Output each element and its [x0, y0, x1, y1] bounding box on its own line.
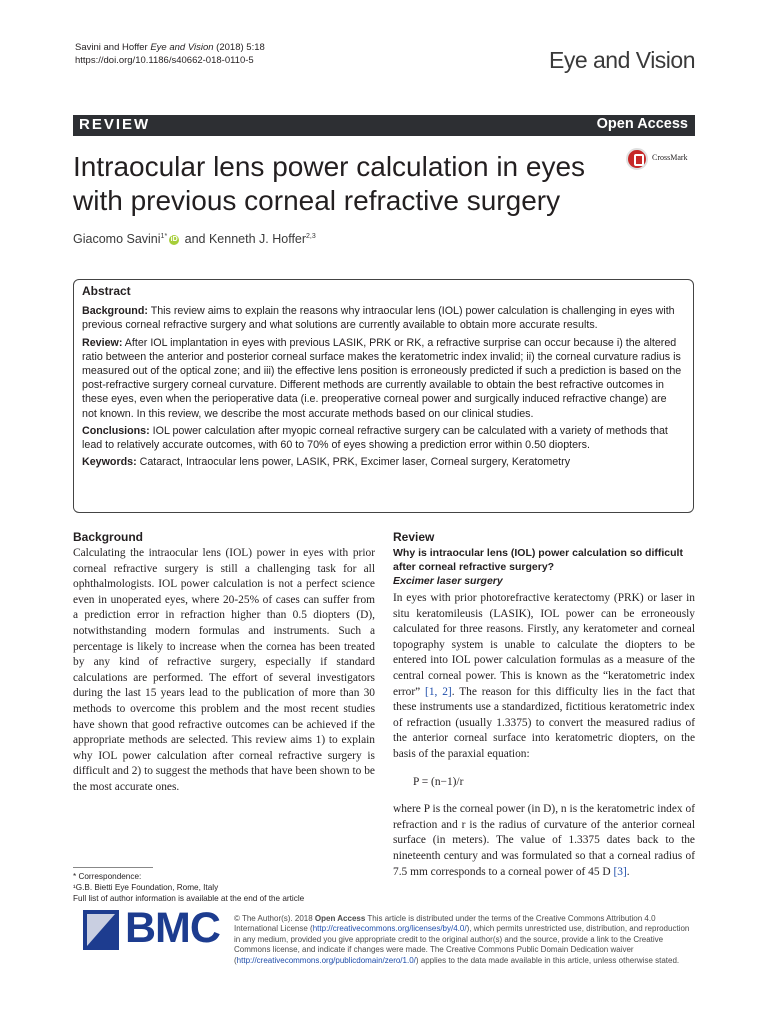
- footnote: [73, 871, 304, 904]
- public-domain-url-link[interactable]: http://creativecommons.org/publicdomain/zero/1.0/: [236, 955, 416, 965]
- section-heading: Background: [73, 530, 144, 544]
- correspondence-label: * Correspondence:: [73, 872, 142, 881]
- abstract-label: Conclusions:: [82, 424, 150, 437]
- body-text: . The reason for this difficulty lies in the fact that these instruments use a standardized, fictitious keratometric index of refraction (usually 1.3375) to convert the measured radius of the anterior corneal surface into keratometric diopters, on the basis of the paraxial equation:: [393, 685, 695, 760]
- author-affiliation: 1*: [160, 232, 168, 240]
- abstract-review: [82, 336, 684, 421]
- left-column: [73, 530, 375, 796]
- abstract-text: After IOL implantation in eyes with previous LASIK, PRK or RK, a refractive surprise can occur because i) the altered ratio between the anterior and posterior corneal surface makes the keratometric index invalid; ii) the corneal curvature radius is measured out of the optical zone; and iii) the effective lens position is erroneously predicted if such a prediction is based on the post-refractive surgery corneal curvature. Different methods are currently available to obtain the best refractive outcomes in these eyes, even when the perioperative data (i.e. preoperative corneal power and surgically induced refractive change) are not known. In this review, we describe the most accurate methods based on our clinical studies.: [82, 336, 682, 420]
- crossmark-icon: [626, 148, 648, 170]
- body-text: where P is the corneal power (in D), n is the keratometric index of refraction and r is the radius of curvature of the anterior corneal surface (in meters). The value of 1.3375 dates back to the nineteenth century and was formulated so that a corneal radius of 7.5 mm corresponds to a corneal power of 45 D: [393, 803, 695, 878]
- body-text: In eyes with prior photorefractive keratectomy (PRK) or laser in situ keratomileusis (LASIK), IOL power can be erroneously calculated for three reasons. Firstly, any keratometer and corneal topography system is unable to calculate the diopters to be entered into IOL power calculation formulas as a measure of the central corneal power. This is known as the “keratometric index error”: [393, 592, 695, 698]
- body-paragraph: [393, 802, 695, 880]
- footnote-divider: [73, 867, 153, 868]
- bmc-logo-text: BMC: [125, 904, 220, 952]
- license-body: ), which permits unrestricted use, distribution, and reproduction in any medium, provided you give appropriate credit to the original author(s) and the source, provide a link to the Creative Commons license, and indicate if changes were made. The Creative Commons Public Domain Dedication waiver (: [234, 924, 690, 965]
- right-column: [393, 530, 695, 880]
- orcid-icon[interactable]: iD: [170, 235, 178, 243]
- abstract-background: [82, 304, 684, 332]
- abstract-text: IOL power calculation after myopic corneal refractive surgery can be calculated with a variety of methods that lead to relatively accurate outcomes, with 60 to 70% of eyes showing a prediction error within 0.50 diopters.: [82, 424, 668, 452]
- abstract-label: Keywords:: [82, 456, 137, 469]
- abstract-box: [73, 279, 694, 513]
- abstract-label: Review:: [82, 336, 123, 349]
- body-text: .: [626, 865, 630, 878]
- citation-header: [75, 41, 265, 67]
- bmc-logo: [83, 904, 220, 954]
- affiliation-line: ¹G.B. Bietti Eye Foundation, Rome, Italy: [73, 883, 219, 892]
- author-affiliation: 2,3: [306, 232, 316, 240]
- article-title: Intraocular lens power calculation in eyes with previous corneal refractive surgery: [73, 151, 586, 216]
- abstract-conclusions: [82, 424, 684, 452]
- abstract-text: Cataract, Intraocular lens power, LASIK, PRK, Excimer laser, Corneal surgery, Keratometry: [136, 456, 571, 469]
- article-type: REVIEW: [79, 116, 151, 133]
- equation: P = (n−1)/r: [413, 775, 464, 788]
- body-paragraph: Calculating the intraocular lens (IOL) power in eyes with prior corneal refractive surgery is still a challenging task for all ophthalmologists. IOL power calculation is not a perfect science even in unoperated eyes, where 20-25% of cases can suffer from a prediction error in refraction higher than 0.5 diopters (D), notwithstanding modern formulas and instruments. Such a percentage is likely to increase when the cornea has been treated by any kind of refractive surgery, especially if standard calculations are performed. The effort of several investigators during the last 15 years lead to the publication of more than 30 methods to overcome this problem and the most recent studies have shown that good refractive outcomes can be achieved if the appropriate methods are selected. This review aims 1) to explain why IOL power calculation after corneal refractive surgery is difficult and 2) to suggest the methods that have been shown to be the most accurate ones.: [73, 547, 375, 793]
- journal-name: Eye and Vision: [548, 47, 695, 73]
- abstract-label: Background:: [82, 305, 148, 318]
- author-name[interactable]: Giacomo Savini: [73, 232, 161, 246]
- open-access-label: Open Access: [596, 116, 688, 132]
- citation-year-volume: (2018) 5:18: [213, 42, 265, 53]
- citation-journal: Eye and Vision: [150, 42, 214, 53]
- author-name[interactable]: and Kenneth J. Hoffer: [181, 232, 307, 246]
- abstract-text: This review aims to explain the reasons why intraocular lens (IOL) power calculation is challenging in eyes with previous corneal refractive surgery and what solutions are currently available to obtain more accurate results.: [82, 305, 675, 332]
- citation-link[interactable]: [3]: [613, 865, 627, 878]
- license-url-link[interactable]: http://creativecommons.org/licenses/by/4.0/: [312, 924, 467, 934]
- license-copyright: © The Author(s). 2018: [234, 914, 315, 923]
- citation-link[interactable]: [1, 2]: [425, 685, 452, 698]
- license-body: ) applies to the data made available in this article, unless otherwise stated.: [415, 955, 680, 965]
- abstract-heading: Abstract: [82, 284, 131, 298]
- license-body: This article is distributed under the terms of the Creative Commons Attribution 4.0 International License (: [234, 914, 656, 934]
- license-open-access: Open Access: [314, 914, 366, 923]
- author-info-note: Full list of author information is available at the end of the article: [73, 894, 305, 903]
- article-type-banner: [73, 115, 695, 136]
- crossmark-badge[interactable]: [626, 145, 706, 173]
- crossmark-label: CrossMark: [652, 153, 688, 162]
- doi-link[interactable]: https://doi.org/10.1186/s40662-018-0110-5: [75, 55, 254, 66]
- citation-authors: Savini and Hoffer: [75, 42, 151, 53]
- license-text: [234, 914, 694, 966]
- abstract-keywords: [82, 455, 684, 469]
- bmc-logo-icon: [83, 910, 119, 950]
- subsection-heading: Why is intraocular lens (IOL) power calculation so difficult after corneal refractive surgery?: [393, 547, 683, 573]
- section-heading: Review: [393, 530, 435, 544]
- body-paragraph: [393, 591, 695, 763]
- subsubsection-heading: Excimer laser surgery: [393, 575, 503, 587]
- author-list: [73, 232, 316, 246]
